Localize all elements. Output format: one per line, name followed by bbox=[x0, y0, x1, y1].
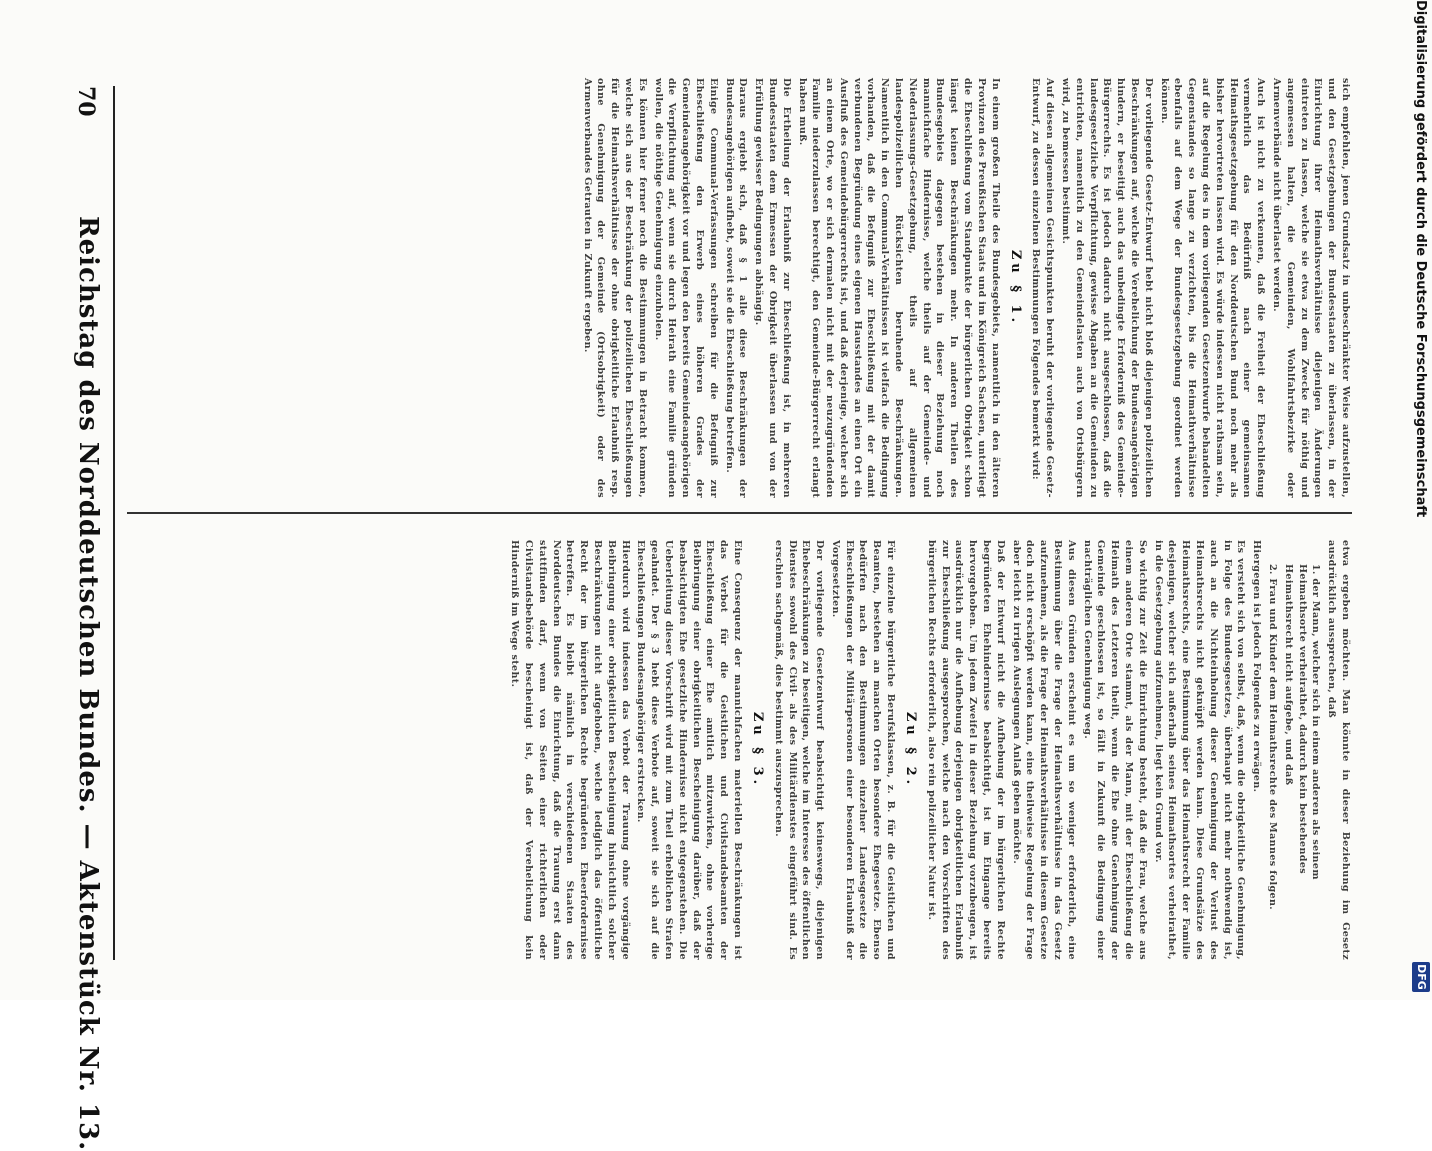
paragraph: etwa ergeben möchten. Man könnte in dieser Beziehung im Gesetz ausdrücklich aussprechen, daß bbox=[1326, 540, 1351, 960]
digitization-credit bbox=[1408, 0, 1432, 1000]
paragraph: Der vorliegende Gesetz-Entwurf hebt nicht bloß diejenigen polizeilichen Beschränkungen auf, welche die Verehelichung der Bundesangehörigen hindern, er beseitigt auch das unbedingte Erforderniß des Gemeinde-Bürgerrechts. Es ist jedoch dadurch nicht ausgeschlossen, daß die landesgesetzliche Verpflichtung, gewisse Abgaben an die Gemeinden zu entrichten, namentlich zu den Gemeindelasten auch von Ortsbürgern wird, zu bemessen bestimmt. bbox=[1060, 78, 1154, 498]
right-column bbox=[127, 540, 1352, 960]
paragraph: Daß der Entwurf nicht die Aufhebung der im bürgerlichen Rechte begründeten Ehehindernisse beabsichtigt, ist im Eingange bereits hervorgehoben. Um jedem Zweifel in dieser Beziehung vorzubeugen, ist ausdrücklich nur die Aufhebung derjenigen obrigkeitlichen Erlaubniß zur Eheschließung ausgesprochen, welche nach den Vorschriften des bürgerlichen Rechts erforderlich, also rein polizeilicher Natur ist. bbox=[925, 540, 1006, 960]
section-heading: Zu § 3. bbox=[749, 711, 765, 789]
paragraph: Es versteht sich von selbst, daß, wenn die obrigkeitliche Genehmigung, in Folge des Bundesgesetzes, überhaupt nicht mehr nothwendig ist, auch an die Nichteinholung dieser Genehmigung der Verlust des Heimathsrechts nicht geknüpft werden kann. Diese Grundsätze des Heimathsrechts, eine Bestimmung über das Heimathsrecht der Familie desjenigen, welcher sich außerhalb seines Heimathsortes verheirathet, in die Gesetzgebung aufzunehmen, liegt kein Grund vor. bbox=[1152, 540, 1247, 960]
paragraph: Auf diesen allgemeinen Gesichtspunkten beruht der vorliegende Gesetz-Entwurf, zu dessen einzelnen Bestimmungen Folgendes bemerkt wird: bbox=[1030, 78, 1056, 498]
page-number: 70 bbox=[73, 86, 99, 117]
paragraph: Daraus ergiebt sich, daß § 1 alle diese Beschränkungen der Bundesangehörigen aufhebt, soweit sie die Eheschließung betreffen. bbox=[723, 78, 749, 498]
column-divider bbox=[127, 512, 1352, 514]
paragraph: sich empfehlen, jenen Grundsatz in unbeschränkter Weise aufzustellen, und den Gesetzgebungen der Bundesstaaten zu überlassen, in der Einrichtung ihrer Heimathsverhältnisse diejenigen Änderungen eintreten zu lassen, welche sie etwa zu dem Zwecke für nöthig und angemessen halten, die Gemeinden, Wohlfahrtsbezirke oder Armenverbände nicht überlastet werden. bbox=[1271, 78, 1351, 498]
paragraph: Einige Communal-Verfassungen schreiben für die Befugniß zur Eheschließung den Erwerb eines höheren Grades der Gemeindeangehörigkeit vor und legen den bereits Gemeindeangehörigen die Verpflichtung auf, wenn sie durch Heirath eine Familie gründen wollen, die nöthige Genehmigung einzuholen. bbox=[652, 78, 719, 498]
credit-text: Digitalisierung gefördert durch die Deutsche Forschungsgemeinschaft bbox=[1413, 0, 1428, 518]
paragraph: Auch ist nicht zu verkennen, daß die Freiheit der Eheschließung vermehrlich das Bedürfniß nach einer gemeinsamen Heimathsgesetzgebung für den Norddeutschen Bund noch mehr als bisher hervortreten lassen wird. Es würde indessen nicht rathsam sein, auf die Regelung des in dem vorliegenden Gesetzentwurfe behandelten Gegenstandes so lange zu verzichten, bis die Heimathverhältnisse ebenfalls auf dem Wege der Bundesgesetzgebung geordnet werden können. bbox=[1158, 78, 1267, 498]
paragraph: Die Ertheilung der Erlaubniß zur Eheschließung ist, in mehreren Bundesstaaten dem Ermessen der Obrigkeit überlassen und von der Erfüllung gewisser Bedingungen abhängig. bbox=[753, 78, 792, 498]
list-item: 1. der Mann, welcher sich in einem anderen als seinem Heimathsorte verheirathet, dadurch kein bestehendes Heimathsrecht nicht aufgebe, und daß bbox=[1282, 564, 1322, 880]
left-column bbox=[127, 78, 1352, 498]
paragraph: Hierdurch wird indessen das Verbot der Trauung ohne vorgängige Beibringung einer obrigkeitlichen Bescheinigung hinsichtlich solcher Beschränkungen nicht aufgehoben, welche lediglich das öffentliche Recht der im bürgerlichen Rechte begründeten Eheerfordernisse betreffen. Es bleibt nämlich in verschiedenen Staaten des Norddeutschen Bundes die Einrichtung, daß die Trauung erst dann stattfinden darf, wenn von Seiten einer richterlichen oder Civilstandsbehörde bescheinigt ist, daß der Verehelichung kein Hinderniß im Wege steht. bbox=[509, 540, 631, 960]
running-title: Reichstag des Norddeutschen Bundes. — Aktenstück Nr. 13. bbox=[73, 216, 103, 1151]
paragraph: Für einzelne bürgerliche Berufsklassen, z. B. für die Geistlichen und Beamten, bestehen an manchen Orten besondere Ehegesetze. Ebenso bedürfen nach den Bestimmungen einzelner Landesgesetze die Eheschließungen der Militärpersonen einer besonderen Erlaubniß der Vorgesetzten. bbox=[829, 540, 897, 960]
page-header bbox=[65, 86, 107, 1151]
paragraph: Hiergegen ist jedoch Folgendes zu erwägen. bbox=[1251, 540, 1263, 793]
section-heading: Zu § 1. bbox=[1007, 249, 1023, 327]
section-heading: Zu § 2. bbox=[903, 711, 919, 789]
paragraph: Es können hier ferner noch die Bestimmungen in Betracht kommen, welche sich aus der Beschränkung der polizeilichen Eheschließungen für die Heimathsverhältnisse der ohne obrigkeitliche Erlaubniß resp. ohne Genehmigung der Gemeinde (Ortsobrigkeit) oder des Armenverbandes Getrauten in Zukunft ergeben. bbox=[581, 78, 648, 498]
header-rule bbox=[113, 86, 115, 960]
paragraph: Der vorliegende Gesetzentwurf beabsichtigt keineswegs, diejenigen Ehebeschränkungen zu beseitigen, welche im Interesse des öffentlichen Dienstes sowohl des Civil- als des Militärdienstes eingeführt sind. Es erschien sachgemäß, dies bestimmt auszusprechen. bbox=[772, 540, 826, 960]
paragraph: Eine Consequenz der mannichfachen materiellen Beschränkungen ist das Verbot für die Geistlichen und Civilstandsbeamten der Eheschließung einer Ehe amtlich mitzuwirken, ohne vorherige Beibringung einer obrigkeitlichen Bescheinigung darüber, daß der beabsichtigten Ehe gesetzliche Hindernisse nicht entgegenstehen. Die Ueberleitung dieser Vorschrift wird mit zum Theil erheblichen Strafen geahndet. Der § 3 hebt diese Verbote auf, soweit sie sich auf die Eheschließungen Bundesangehöriger erstrecken. bbox=[635, 540, 743, 960]
paragraph: Aus diesen Gründen erscheint es um so weniger erforderlich, eine Bestimmung über die Frage der Heimathsverhältnisse in das Gesetz aufzunehmen, als die Frage der Heimathsverhältnisse in diesem Gesetze doch nicht erschöpft werden kann, eine theilweise Regelung der Frage aber leicht zu irrigen Auslegungen Anlaß geben möchte. bbox=[1010, 540, 1077, 960]
paragraph: So wichtig zur Zeit die Einrichtung besteht, daß die Frau, welche aus einem anderen Orte stammt, als der Mann, mit der Eheschließung die Heimath des Letzteren theilt, wenn die Ehe ohne Genehmigung der Gemeinde geschlossen ist, so fällt in Zukunft die Bedingung einer nachträglichen Genehmigung weg. bbox=[1081, 540, 1148, 960]
paragraph: In einem großen Theile des Bundesgebiets, namentlich in den älteren Provinzen des Preußischen Staats und im Königreich Sachsen, unterliegt die Eheschließung vom Standpunkte der bürgerlichen Obrigkeit schon längst keinen Beschränkungen mehr. In anderen Theilen des Bundesgebiets dagegen bestehen in dieser Beziehung noch mannichfache Hindernisse, welche theils auf der Gemeinde- und Niederlassungs-Gesetzgebung, theils auf allgemeinen landespolizeilichen Rücksichten beruhende Beschränkungen. Namentlich in den Communal-Verhältnissen ist vielfach die Bedingung vorhanden, daß die Befugniß zur Eheschließung mit der damit verbundenen Begründung eines eigenen Hausstandes an einen Ort ein Ausfluß des Gemeindebürgerrechts ist, und daß derjenige, welcher sich an einem Orte, wo er sich dermalen nicht mit der neuzugründenden Familie niederzulassen berechtigt, den Gemeinde-Bürgerrecht erlangt haben muß. bbox=[796, 78, 1001, 498]
dfg-logo: DFG bbox=[1412, 962, 1430, 992]
list-item: 2. Frau und Kinder dem Heimathsrechte des Mannes folgen. bbox=[1267, 564, 1279, 910]
